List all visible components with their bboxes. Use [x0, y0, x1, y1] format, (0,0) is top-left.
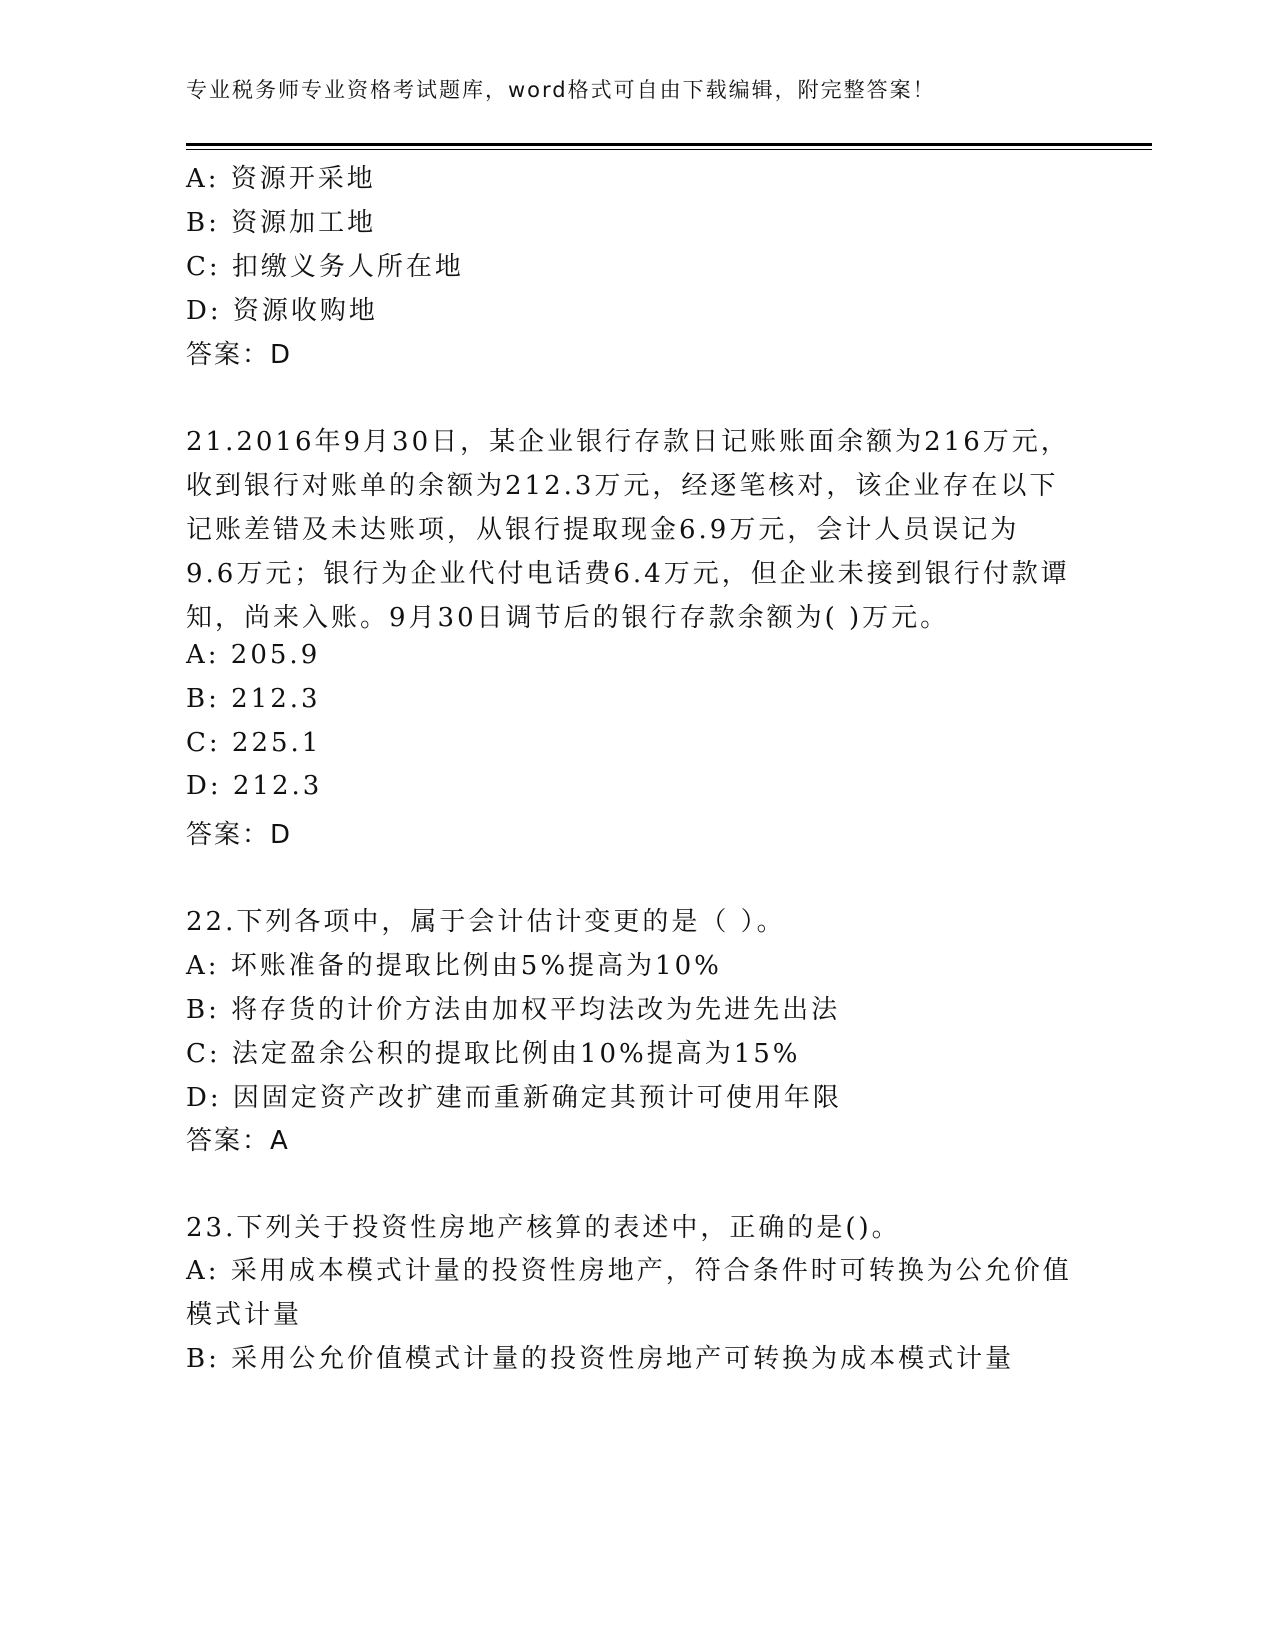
q22-option-a: A: 坏账准备的提取比例由5%提高为10%: [186, 951, 722, 981]
q21-option-d: D: 212.3: [186, 771, 323, 801]
q21-stem-line-4: 9.6万元；银行为企业代付电话费6.4万元，但企业未接到银行付款谭: [186, 559, 1070, 589]
q22-stem: 22.下列各项中，属于会计估计变更的是（ ）。: [186, 907, 786, 937]
q21-option-b: B: 212.3: [186, 684, 321, 714]
q23-option-b: B: 采用公允价值模式计量的投资性房地产可转换为成本模式计量: [186, 1344, 1015, 1374]
q20-option-a: A: 资源开采地: [186, 164, 376, 194]
q20-option-d: D: 资源收购地: [186, 296, 378, 326]
q21-stem-line-1: 21.2016年9月30日，某企业银行存款日记账账面余额为216万元，: [186, 427, 1070, 457]
header-rule-thin: [186, 149, 1152, 150]
q21-option-a: A: 205.9: [186, 640, 321, 670]
header-rule-thick: [186, 143, 1152, 146]
page-header: 专业税务师专业资格考试题库，word格式可自由下载编辑，附完整答案！: [186, 78, 936, 102]
q20-option-c: C: 扣缴义务人所在地: [186, 252, 464, 282]
q20-option-b: B: 资源加工地: [186, 208, 377, 238]
q21-stem-line-2: 收到银行对账单的余额为212.3万元，经逐笔核对，该企业存在以下: [186, 471, 1059, 501]
q21-stem-line-3: 记账差错及未达账项，从银行提取现金6.9万元，会计人员误记为: [186, 515, 1020, 545]
q22-option-d: D: 因固定资产改扩建而重新确定其预计可使用年限: [186, 1083, 842, 1113]
q22-option-c: C: 法定盈余公积的提取比例由10%提高为15%: [186, 1039, 801, 1069]
q22-option-b: B: 将存货的计价方法由加权平均法改为先进先出法: [186, 995, 841, 1025]
q23-option-a: A: 采用成本模式计量的投资性房地产，符合条件时可转换为公允价值: [186, 1256, 1072, 1286]
q20-answer: 答案：D: [186, 340, 293, 370]
q21-answer: 答案：D: [186, 820, 293, 850]
q23-option-a-continued: 模式计量: [186, 1300, 303, 1330]
q22-answer: 答案：A: [186, 1126, 290, 1156]
q23-stem: 23.下列关于投资性房地产核算的表述中，正确的是()。: [186, 1213, 901, 1243]
q21-stem-line-5: 知，尚来入账。9月30日调节后的银行存款余额为( )万元。: [186, 603, 950, 633]
q21-option-c: C: 225.1: [186, 728, 322, 758]
